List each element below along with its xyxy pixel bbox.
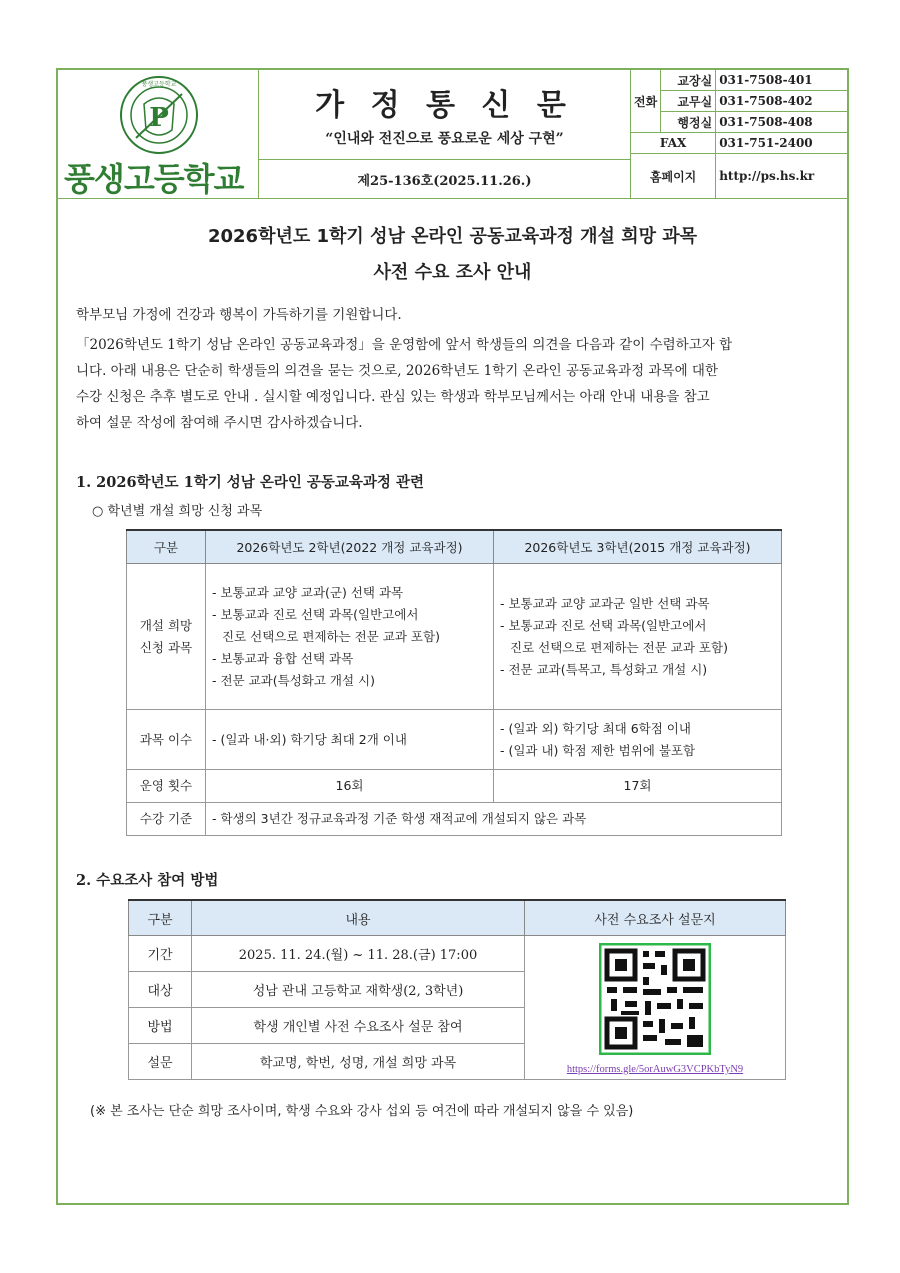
grade3-completion: [494, 710, 782, 770]
row-label-line: 개설 희망: [139, 617, 193, 633]
grade2-completion: - (일과 내·외) 학기당 최대 2개 이내: [206, 710, 494, 770]
body-line: 니다. 아래 내용은 단순히 학생들의 의견을 묻는 것으로, 2026학년도 1학기 온라인 공동교육과정 과목에 대한: [76, 363, 718, 379]
row-label: 방법: [129, 1008, 192, 1044]
newsletter-header: [58, 70, 847, 199]
contact-label: 홈페이지: [631, 154, 716, 199]
body-line: 하여 설문 작성에 참여해 주시면 감사하겠습니다.: [76, 415, 363, 431]
table-header: 구분: [129, 900, 192, 936]
table-header: 내용: [192, 900, 525, 936]
qr-cell: [525, 936, 786, 1080]
list-item: 진로 선택으로 편제하는 전문 교과 포함): [222, 628, 440, 644]
row-value: 2025. 11. 24.(월) ~ 11. 28.(금) 17:00: [192, 936, 525, 972]
body-text: [76, 332, 836, 436]
list-item: - 보통교과 진로 선택 과목(일반고에서: [212, 606, 419, 622]
list-item: - 보통교과 진로 선택 과목(일반고에서: [500, 617, 707, 633]
survey-note: (※ 본 조사는 단순 희망 조사이며, 학생 수요와 강사 섭외 등 여건에 따라 개설되지 않을 수 있음): [90, 1104, 634, 1119]
table-header: 2026학년도 3학년(2015 개정 교육과정): [494, 530, 782, 564]
contact-value: 031-7508-402: [716, 91, 847, 112]
section2-heading: 2. 수요조사 참여 방법: [76, 872, 219, 889]
list-item: 진로 선택으로 편제하는 전문 교과 포함): [510, 639, 728, 655]
list-item: - 보통교과 교양 교과(군) 선택 과목: [212, 584, 404, 600]
table-header: 구분: [127, 530, 206, 564]
row-label: 기간: [129, 936, 192, 972]
row-label: 운영 횟수: [127, 770, 206, 803]
contact-label: 교무실: [661, 91, 716, 112]
phone-label: 전화: [631, 70, 661, 133]
list-item: - 전문 교과(특성화고 개설 시): [212, 672, 375, 688]
school-slogan: “인내와 전진으로 풍요로운 세상 구현”: [325, 131, 564, 147]
survey-link[interactable]: https://forms.gle/5orAuwG3VCPKbTyN9: [566, 1064, 744, 1075]
school-name: 풍생고등학교: [64, 160, 244, 198]
list-item: - (일과 내) 학점 제한 범위에 불포함: [500, 742, 696, 758]
row-label: 설문: [129, 1044, 192, 1080]
svg-text:P: P: [149, 103, 169, 133]
greeting: 학부모님 가정에 건강과 행복이 가득하기를 기원합니다.: [76, 307, 402, 323]
document-title: 2026학년도 1학기 성남 온라인 공동교육과정 개설 희망 과목: [207, 226, 698, 247]
contact-value: 031-7508-401: [716, 70, 847, 91]
newsletter-title: 가 정 통 신 문: [315, 88, 574, 123]
table-header: 2026학년도 2학년(2022 개정 교육과정): [206, 530, 494, 564]
row-label: 대상: [129, 972, 192, 1008]
survey-table: [128, 899, 786, 1080]
enrollment-criteria: - 학생의 3년간 정규교육과정 기준 학생 재적교에 개설되지 않은 과목: [206, 803, 782, 836]
title-cell: [259, 70, 631, 198]
row-value: 성남 관내 고등학교 재학생(2, 3학년): [192, 972, 525, 1008]
list-item: - 전문 교과(특목고, 특성화고 개설 시): [500, 661, 708, 677]
list-item: - (일과 외) 학기당 최대 6학점 이내: [500, 720, 691, 736]
school-emblem-icon: [114, 74, 204, 156]
newsletter-frame: [56, 68, 849, 1205]
document-subtitle: 사전 수요 조사 안내: [373, 262, 532, 283]
row-label: [127, 564, 206, 710]
section1-heading: 1. 2026학년도 1학기 성남 온라인 공동교육과정 관련: [76, 474, 424, 491]
contact-label: FAX: [631, 133, 716, 154]
row-value: 학교명, 학번, 성명, 개설 희망 과목: [192, 1044, 525, 1080]
logo-cell: [58, 70, 259, 198]
row-value: 학생 개인별 사전 수요조사 설문 참여: [192, 1008, 525, 1044]
body-line: 「2026학년도 1학기 성남 온라인 공동교육과정」을 운영함에 앞서 학생들의 의견을 다음과 같이 수렴하고자 합: [76, 337, 733, 353]
homepage-link[interactable]: http://ps.hs.kr: [716, 154, 847, 199]
svg-text:풍생고등학교: 풍생고등학교: [141, 81, 177, 88]
row-label: 수강 기준: [127, 803, 206, 836]
contact-value: 031-751-2400: [716, 133, 847, 154]
row-label-line: 신청 과목: [139, 639, 193, 655]
contact-label: 교장실: [661, 70, 716, 91]
title-divider: [259, 159, 630, 160]
qr-code-icon[interactable]: [599, 943, 711, 1055]
issue-number: 제25-136호(2025.11.26.): [357, 174, 532, 189]
section1-subheading: ○ 학년별 개설 희망 신청 과목: [92, 504, 263, 519]
table-header: 사전 수요조사 설문지: [525, 900, 786, 936]
contact-label: 행정실: [661, 112, 716, 133]
contact-value: 031-7508-408: [716, 112, 847, 133]
contact-table: [631, 70, 847, 198]
course-table: [126, 529, 782, 836]
grade2-sessions: 16회: [206, 770, 494, 803]
row-label: 과목 이수: [127, 710, 206, 770]
grade3-courses: [494, 564, 782, 710]
list-item: - 보통교과 교양 교과군 일반 선택 과목: [500, 595, 710, 611]
grade2-courses: [206, 564, 494, 710]
list-item: - 보통교과 융합 선택 과목: [212, 650, 354, 666]
grade3-sessions: 17회: [494, 770, 782, 803]
body-line: 수강 신청은 추후 별도로 안내 . 실시할 예정입니다. 관심 있는 학생과 학부모님께서는 아래 안내 내용을 참고: [76, 389, 710, 405]
